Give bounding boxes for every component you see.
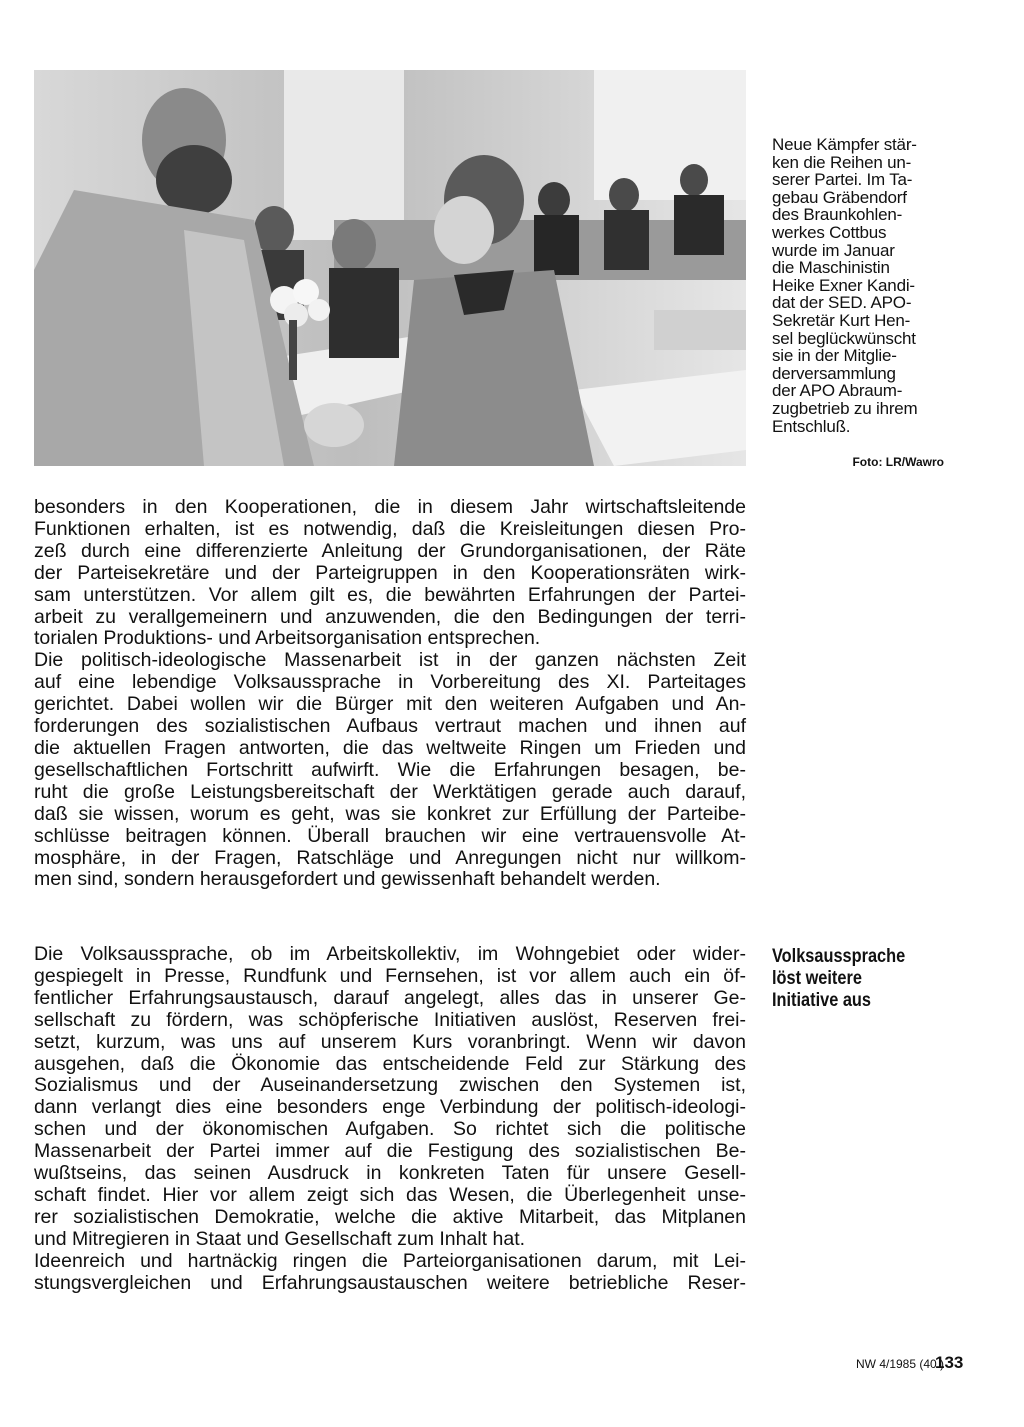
caption-line: Entschluß. bbox=[772, 416, 851, 436]
body-line: der Parteisekretäre und der Parteigruppen in den Kooperationsräten wirk- bbox=[34, 561, 746, 584]
body-line: gespiegelt in Presse, Rundfunk und Fernsehen, ist vor allem auch ein öf- bbox=[34, 964, 746, 987]
body-line: setzt, kurzum, was uns auf unserem Kurs voranbringt. Wenn wir davon bbox=[34, 1030, 746, 1053]
article-photo bbox=[34, 70, 746, 466]
body-line: wußtseins, das seinen Ausdruck in konkreten Taten für unsere Gesell- bbox=[34, 1162, 746, 1185]
body-line: sellschaft zu fördern, was schöpferische Initiativen auslöst, Reserven frei- bbox=[34, 1008, 746, 1031]
caption-line: Neue Kämpfer stär- bbox=[772, 135, 917, 154]
caption-line: der APO Abraum- bbox=[772, 381, 903, 401]
caption-line: wurde im Januar bbox=[772, 240, 895, 260]
body-line: ausgehen, daß die Ökonomie das entscheidende Feld zur Stärkung des bbox=[34, 1052, 746, 1075]
body-line: gerichtet. Dabei wollen wir die Bürger mit den weiteren Aufgaben und An- bbox=[34, 693, 746, 716]
caption-line: sie in der Mitglie- bbox=[772, 346, 897, 366]
caption-line: serer Partei. Im Ta- bbox=[772, 170, 913, 190]
body-line: Sozialismus und der Auseinandersetzung zwischen den Systemen ist, bbox=[34, 1074, 746, 1097]
caption-line: zugbetrieb zu ihrem bbox=[772, 398, 918, 418]
body-line: auf eine lebendige Volksaussprache in Vorbereitung des XI. Parteitages bbox=[34, 671, 746, 694]
caption-line: Heike Exner Kandi- bbox=[772, 275, 915, 295]
body-line: Die politisch-ideologische Massenarbeit ist in der ganzen nächsten Zeit bbox=[34, 649, 746, 672]
body-line: men sind, sondern herausgefordert und gewissenhaft behandelt werden. bbox=[34, 868, 661, 891]
caption-line: die Maschinistin bbox=[772, 258, 890, 278]
body-line: sam unterstützen. Vor allem gilt es, die bewährten Erfahrungen der Partei- bbox=[34, 583, 746, 606]
caption-line: dat der SED. APO- bbox=[772, 293, 912, 313]
body-line: zeß durch eine differenzierte Anleitung der Grundorganisationen, der Räte bbox=[34, 539, 746, 562]
body-line: arbeit zu verallgemeinern und anzuwenden, die den Bedingungen der terri- bbox=[34, 605, 746, 628]
body-line: rer sozialistischen Demokratie, welche die aktive Mitarbeit, das Mitplanen bbox=[34, 1205, 746, 1228]
body-line: dann verlangt dies eine besonders enge Verbindung der politisch-ideologi- bbox=[34, 1096, 746, 1119]
section-heading bbox=[772, 946, 935, 1012]
body-line: schlüsse beitragen können. Überall brauchen wir eine vertrauensvolle At- bbox=[34, 824, 746, 847]
body-line: torialen Produktions- und Arbeitsorganisation entsprechen. bbox=[34, 627, 541, 650]
caption-line: des Braunkohlen- bbox=[772, 205, 903, 225]
body-line: ruht die große Leistungsbereitschaft der Werktätigen gerade auch darauf, bbox=[34, 780, 746, 803]
body-line: Massenarbeit der Partei immer auf die Festigung des sozialistischen Be- bbox=[34, 1140, 746, 1163]
body-line: daß sie wissen, worum es geht, was sie konkret zur Erfüllung der Parteibe- bbox=[34, 802, 746, 825]
photo-credit: Foto: LR/Wawro bbox=[852, 455, 944, 469]
body-line: schaft findet. Hier vor allem zeigt sich das Wesen, die Überlegenheit unse- bbox=[34, 1183, 746, 1206]
article-body-upper bbox=[34, 497, 746, 891]
issue-label: NW 4/1985 (40.) bbox=[856, 1357, 945, 1371]
body-line: Ideenreich und hartnäckig ringen die Parteiorganisationen darum, mit Lei- bbox=[34, 1249, 746, 1272]
body-line: Die Volksaussprache, ob im Arbeitskollektiv, im Wohngebiet oder wider- bbox=[34, 943, 746, 965]
article-body-lower bbox=[34, 944, 746, 1295]
body-line: Funktionen erhalten, ist es notwendig, daß die Kreisleitungen diesen Pro- bbox=[34, 517, 746, 540]
body-line: gesellschaftlichen Fortschritt aufwirft. Wie die Erfahrungen besagen, be- bbox=[34, 758, 746, 781]
section-heading-line: Volksaussprache bbox=[772, 946, 906, 967]
body-line: besonders in den Kooperationen, die in diesem Jahr wirtschaftsleitende bbox=[34, 496, 746, 518]
body-line: stungsvergleichen und Erfahrungsaustauschen weitere betriebliche Reser- bbox=[34, 1271, 746, 1294]
body-line: mosphäre, in der Fragen, Ratschläge und Anregungen nicht nur willkom- bbox=[34, 846, 746, 869]
caption-line: werkes Cottbus bbox=[772, 222, 887, 242]
caption-line: sel beglückwünscht bbox=[772, 328, 916, 348]
page-number: 133 bbox=[935, 1353, 964, 1372]
body-line: forderungen des sozialistischen Aufbaus vertraut machen und ihnen auf bbox=[34, 715, 746, 738]
body-line: die aktuellen Fragen antworten, die das weltweite Ringen um Frieden und bbox=[34, 736, 746, 759]
section-heading-line: Initiative aus bbox=[772, 990, 871, 1011]
body-line: und Mitregieren in Staat und Gesellschaft zum Inhalt hat. bbox=[34, 1227, 526, 1250]
caption-line: Sekretär Kurt Hen- bbox=[772, 310, 911, 330]
photo-caption bbox=[772, 136, 952, 435]
caption-line: ken die Reihen un- bbox=[772, 152, 912, 172]
body-line: fentlicher Erfahrungsaustausch, darauf angelegt, alles das in unserer Ge- bbox=[34, 986, 746, 1009]
caption-line: gebau Gräbendorf bbox=[772, 187, 907, 207]
photograph-icon bbox=[34, 70, 746, 466]
caption-line: derversammlung bbox=[772, 363, 896, 383]
body-line: schen und der ökonomischen Aufgaben. So richtet sich die politische bbox=[34, 1118, 746, 1141]
section-heading-line: löst weitere bbox=[772, 968, 862, 989]
